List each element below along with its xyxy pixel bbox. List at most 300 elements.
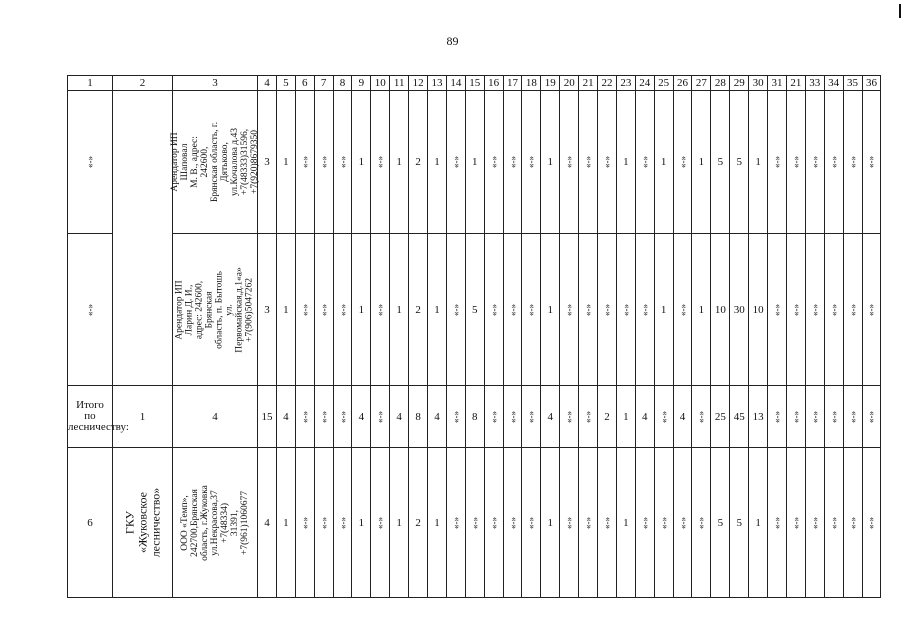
header-cell-text: 18 (525, 76, 537, 89)
value-cell (768, 234, 787, 386)
value-cell (768, 386, 787, 448)
value-cell-text: «-» (639, 516, 650, 529)
header-cell (635, 76, 654, 91)
value-cell-text: «-» (375, 156, 386, 168)
cell-col1-text: «-» (85, 156, 95, 168)
value-cell-text: 4 (547, 410, 554, 423)
value-cell-text: 15 (261, 410, 273, 423)
page-number: 89 (446, 34, 459, 48)
table-row (68, 448, 881, 598)
header-cell-text: 4 (264, 76, 270, 89)
value-cell-text: «-» (318, 156, 329, 168)
value-cell (371, 448, 390, 598)
value-cell-text: «-» (677, 516, 688, 529)
value-cell (579, 386, 598, 448)
header-cell (352, 76, 371, 91)
header-cell (692, 76, 711, 91)
value-cell (522, 386, 541, 448)
value-cell (276, 91, 295, 234)
value-cell-text: 1 (623, 516, 629, 529)
header-cell-text: 14 (450, 76, 462, 89)
header-cell (862, 76, 881, 91)
value-cell-text: 4 (642, 410, 648, 423)
value-cell-text: 1 (358, 156, 365, 168)
cell-col3-box (170, 117, 260, 207)
value-cell-text: «-» (375, 410, 386, 423)
value-cell (654, 386, 673, 448)
value-cell-text: 1 (283, 156, 289, 168)
value-cell-text: «-» (318, 410, 329, 423)
cell-col2-box (113, 487, 172, 558)
value-cell (711, 234, 730, 386)
value-cell-text: 1 (547, 303, 554, 316)
cell-col3-text: Арендатор ИП Ларин Д. И., адрес: 242600, Брянская область, п. Бытошь ул. Первомайская,д.1«а» +7(906)5047262 (175, 266, 256, 353)
edge-mark (899, 4, 901, 18)
value-cell (786, 234, 805, 386)
value-cell-text: «-» (866, 303, 877, 316)
value-cell (749, 448, 768, 598)
value-cell-text: 4 (679, 410, 686, 423)
value-cell (409, 91, 428, 234)
header-cell-text: 12 (412, 76, 424, 89)
value-cell (333, 91, 352, 234)
value-cell (862, 448, 881, 598)
value-cell (635, 386, 654, 448)
cell-col3-box (173, 484, 257, 561)
value-cell-text: 1 (547, 516, 554, 529)
value-cell-text: «-» (488, 516, 499, 529)
value-cell-text: «-» (526, 303, 537, 316)
value-cell-text: «-» (450, 410, 461, 423)
value-cell (824, 448, 843, 598)
value-cell-text: 4 (283, 410, 289, 423)
header-cell (616, 76, 635, 91)
value-cell (749, 91, 768, 234)
value-cell-text: 2 (415, 303, 421, 316)
value-cell-text: «-» (564, 156, 575, 168)
value-cell (276, 386, 295, 448)
header-cell-text: 23 (620, 76, 632, 89)
header-cell (673, 76, 692, 91)
value-cell-text: 8 (415, 410, 421, 423)
value-cell-text: 2 (415, 516, 421, 529)
header-cell-text: 19 (544, 76, 556, 89)
value-cell (352, 91, 371, 234)
value-cell (258, 234, 277, 386)
value-cell-text: 2 (604, 410, 610, 423)
value-cell-text: «-» (375, 516, 386, 529)
value-cell (503, 386, 522, 448)
value-cell-text: 2 (415, 156, 421, 168)
value-cell (295, 234, 314, 386)
value-cell-text: «-» (790, 516, 801, 529)
header-cell (314, 76, 333, 91)
value-cell (673, 234, 692, 386)
header-row (68, 76, 881, 91)
value-cell (843, 234, 862, 386)
value-cell (333, 448, 352, 598)
value-cell-text: 1 (471, 156, 478, 168)
value-cell-text: «-» (507, 410, 518, 423)
value-cell (541, 386, 560, 448)
cell-col3 (170, 91, 260, 234)
value-cell (522, 448, 541, 598)
value-cell (446, 234, 465, 386)
value-cell-text: 1 (547, 156, 554, 168)
header-cell-text: 25 (658, 76, 670, 89)
value-cell (635, 91, 654, 234)
cell-col3 (173, 448, 258, 598)
value-cell (730, 234, 749, 386)
cell-col1-text: «-» (85, 303, 95, 316)
value-cell (465, 91, 484, 234)
value-cell (484, 234, 503, 386)
value-cell (314, 448, 333, 598)
value-cell (409, 386, 428, 448)
header-cell (768, 76, 787, 91)
value-cell-text: «-» (564, 410, 575, 423)
header-cell-text: 2 (139, 76, 146, 89)
value-cell-text: «-» (507, 156, 518, 168)
value-cell-text: «-» (583, 156, 594, 168)
value-cell-text: «-» (771, 156, 782, 168)
value-cell (711, 386, 730, 448)
header-cell (173, 76, 258, 91)
value-cell (560, 448, 579, 598)
value-cell-text: «-» (790, 156, 801, 168)
value-cell-text: «-» (318, 516, 329, 529)
value-cell-text: «-» (583, 303, 594, 316)
value-cell (862, 91, 881, 234)
value-cell (711, 91, 730, 234)
value-cell (484, 448, 503, 598)
cell-col3-text: 4 (212, 410, 218, 423)
header-cell (68, 76, 113, 91)
header-cell-text: 13 (431, 76, 443, 89)
header-cell (522, 76, 541, 91)
value-cell-text: «-» (790, 410, 801, 423)
cell-col1-text: 6 (87, 516, 93, 529)
header-cell (333, 76, 352, 91)
value-cell-text: «-» (847, 156, 858, 168)
value-cell (390, 234, 409, 386)
value-cell (616, 448, 635, 598)
value-cell (371, 91, 390, 234)
cell-col3 (173, 386, 258, 448)
value-cell-text: «-» (866, 410, 877, 423)
header-cell-text: 30 (752, 76, 764, 89)
value-cell (390, 91, 409, 234)
header-cell-text: 29 (733, 76, 745, 89)
value-cell-text: 1 (434, 516, 440, 529)
value-cell-text: «-» (828, 156, 839, 168)
header-cell-text: 16 (488, 76, 500, 89)
value-cell (276, 448, 295, 598)
data-table (67, 75, 881, 598)
value-cell (446, 386, 465, 448)
value-cell (428, 448, 447, 598)
value-cell-text: «-» (507, 303, 518, 316)
value-cell-text: «-» (299, 303, 310, 316)
value-cell (295, 386, 314, 448)
value-cell-text: «-» (828, 303, 839, 316)
value-cell (654, 234, 673, 386)
value-cell-text: 1 (698, 156, 705, 168)
value-cell-text: «-» (450, 303, 461, 316)
value-cell-text: «-» (507, 516, 518, 529)
value-cell (692, 234, 711, 386)
value-cell-text: 1 (396, 516, 402, 529)
value-cell-text: 5 (717, 516, 724, 529)
value-cell-text: «-» (450, 156, 461, 168)
value-cell-text: «-» (771, 516, 782, 529)
value-cell-text: «-» (639, 156, 650, 168)
value-cell-text: «-» (809, 410, 820, 423)
value-cell (598, 91, 617, 234)
value-cell (579, 448, 598, 598)
value-cell-text: «-» (601, 516, 612, 529)
header-cell-text: 7 (320, 76, 327, 89)
cell-col1 (68, 91, 113, 234)
value-cell (503, 234, 522, 386)
value-cell-text: «-» (658, 410, 669, 423)
value-cell-text: «-» (847, 303, 858, 316)
header-cell (484, 76, 503, 91)
value-cell-text: «-» (337, 410, 348, 423)
value-cell-text: «-» (696, 516, 707, 529)
value-cell (598, 448, 617, 598)
value-cell (843, 91, 862, 234)
value-cell-text: 1 (434, 303, 440, 316)
value-cell-text: 1 (358, 303, 365, 316)
value-cell (805, 448, 824, 598)
value-cell (258, 91, 277, 234)
value-cell (843, 448, 862, 598)
header-cell-text: 27 (695, 76, 707, 89)
header-cell (598, 76, 617, 91)
header-cell (113, 76, 173, 91)
header-cell (276, 76, 295, 91)
value-cell (654, 91, 673, 234)
cell-col1-text: Итого по лесничеству: (68, 399, 129, 433)
cell-col3-text: Арендатор ИП Шаповал М. В., адрес: 242600, Брянская область, г. Дятьково, ул.Кочалова д.43 +7(48333)31596, +7(920)8679350 (170, 121, 260, 203)
value-cell (428, 91, 447, 234)
header-cell-text: 10 (374, 76, 386, 89)
value-cell-text: 10 (714, 303, 726, 316)
value-cell (314, 91, 333, 234)
value-cell (824, 234, 843, 386)
header-cell (390, 76, 409, 91)
header-cell-text: 34 (828, 76, 840, 89)
value-cell (824, 386, 843, 448)
header-cell (371, 76, 390, 91)
value-cell-text: «-» (847, 516, 858, 529)
value-cell (598, 234, 617, 386)
header-cell-text: 22 (601, 76, 613, 89)
header-cell (503, 76, 522, 91)
header-cell-text: 8 (339, 76, 346, 89)
value-cell-text: 1 (396, 303, 402, 316)
value-cell (465, 386, 484, 448)
value-cell-text: «-» (771, 303, 782, 316)
header-cell (805, 76, 824, 91)
value-cell (692, 386, 711, 448)
value-cell (333, 234, 352, 386)
value-cell (786, 448, 805, 598)
header-cell-text: 3 (212, 76, 218, 89)
value-cell-text: «-» (809, 516, 820, 529)
value-cell-text: «-» (866, 156, 877, 168)
value-cell (560, 386, 579, 448)
value-cell-text: «-» (299, 410, 310, 423)
value-cell-text: 1 (623, 410, 629, 423)
value-cell-text: 5 (717, 156, 724, 168)
header-cell-text: 31 (771, 76, 783, 89)
value-cell (503, 91, 522, 234)
value-cell (541, 448, 560, 598)
value-cell-text: 8 (471, 410, 478, 423)
value-cell-text: «-» (564, 303, 575, 316)
header-cell-text: 6 (301, 76, 308, 89)
value-cell-text: «-» (639, 303, 650, 316)
value-cell (276, 234, 295, 386)
header-cell-text: 33 (809, 76, 821, 89)
header-cell-text: 26 (677, 76, 689, 89)
value-cell-text: «-» (658, 516, 669, 529)
header-cell (843, 76, 862, 91)
value-cell (786, 91, 805, 234)
value-cell (352, 234, 371, 386)
cell-col3-text: ООО «Темп», 242700,Брянская область, г.Жуковка ул.Некрасова,37 +7(48334) 31391, +7(961)1060677 (180, 484, 250, 561)
value-cell-text: 3 (264, 156, 270, 168)
header-cell (654, 76, 673, 91)
value-cell-text: «-» (677, 156, 688, 168)
value-cell (465, 448, 484, 598)
table-row (68, 234, 881, 386)
value-cell (805, 91, 824, 234)
value-cell (730, 91, 749, 234)
value-cell-text: 4 (264, 516, 270, 529)
header-cell-text: 36 (865, 76, 877, 89)
value-cell-text: «-» (828, 410, 839, 423)
value-cell-text: «-» (601, 303, 612, 316)
header-cell (465, 76, 484, 91)
value-cell-text: 1 (283, 516, 289, 529)
cell-col2 (113, 448, 173, 598)
value-cell (805, 386, 824, 448)
header-cell-text: 15 (469, 76, 481, 89)
cell-col2-text: ГКУ «Жуковское лесничество» (122, 487, 163, 558)
value-cell (749, 386, 768, 448)
value-cell (598, 386, 617, 448)
value-cell-text: «-» (866, 516, 877, 529)
header-cell (749, 76, 768, 91)
value-cell (673, 91, 692, 234)
value-cell-text: 13 (752, 410, 764, 423)
header-cell-text: 1 (87, 76, 93, 89)
value-cell (446, 448, 465, 598)
cell-col2-text: 1 (139, 410, 146, 423)
value-cell-text: «-» (696, 410, 707, 423)
value-cell (258, 386, 277, 448)
value-cell (673, 448, 692, 598)
value-cell (352, 448, 371, 598)
value-cell (314, 386, 333, 448)
value-cell-text: «-» (318, 303, 329, 316)
table-row (68, 386, 881, 448)
header-cell-text: 21 (582, 76, 594, 89)
value-cell-text: «-» (809, 303, 820, 316)
value-cell (730, 448, 749, 598)
cell-col3-box (173, 266, 257, 353)
value-cell (749, 234, 768, 386)
value-cell-text: 1 (660, 156, 667, 168)
value-cell (673, 386, 692, 448)
value-cell (503, 448, 522, 598)
value-cell-text: 30 (733, 303, 745, 316)
value-cell-text: «-» (847, 410, 858, 423)
header-cell (428, 76, 447, 91)
value-cell (862, 386, 881, 448)
header-cell-text: 9 (358, 76, 365, 89)
value-cell (579, 234, 598, 386)
value-cell-text: «-» (450, 516, 461, 529)
value-cell-text: «-» (677, 303, 688, 316)
value-cell-text: «-» (526, 410, 537, 423)
header-cell (446, 76, 465, 91)
value-cell-text: «-» (620, 303, 631, 316)
value-cell (484, 91, 503, 234)
value-cell (295, 91, 314, 234)
value-cell (371, 234, 390, 386)
value-cell (862, 234, 881, 386)
value-cell (616, 234, 635, 386)
value-cell (786, 386, 805, 448)
value-cell (560, 234, 579, 386)
value-cell (843, 386, 862, 448)
header-cell (295, 76, 314, 91)
value-cell (654, 448, 673, 598)
value-cell-text: «-» (299, 156, 310, 168)
value-cell (390, 386, 409, 448)
value-cell (446, 91, 465, 234)
value-cell (428, 234, 447, 386)
header-cell (786, 76, 805, 91)
value-cell-text: «-» (299, 516, 310, 529)
header-cell-text: 20 (563, 76, 575, 89)
value-cell (522, 91, 541, 234)
value-cell (465, 234, 484, 386)
header-cell-text: 17 (507, 76, 519, 89)
value-cell-text: 1 (755, 156, 761, 168)
value-cell-text: «-» (601, 156, 612, 168)
cell-col2-empty (113, 91, 173, 386)
value-cell (295, 448, 314, 598)
value-cell (409, 448, 428, 598)
value-cell-text: 4 (434, 410, 440, 423)
value-cell-text: «-» (583, 410, 594, 423)
value-cell (711, 448, 730, 598)
value-cell-text: 3 (264, 303, 270, 316)
value-cell (352, 386, 371, 448)
cell-col1 (68, 448, 113, 598)
header-cell-text: 5 (283, 76, 289, 89)
value-cell (616, 386, 635, 448)
header-cell (579, 76, 598, 91)
value-cell (768, 91, 787, 234)
value-cell (522, 234, 541, 386)
value-cell-text: 5 (471, 303, 478, 316)
